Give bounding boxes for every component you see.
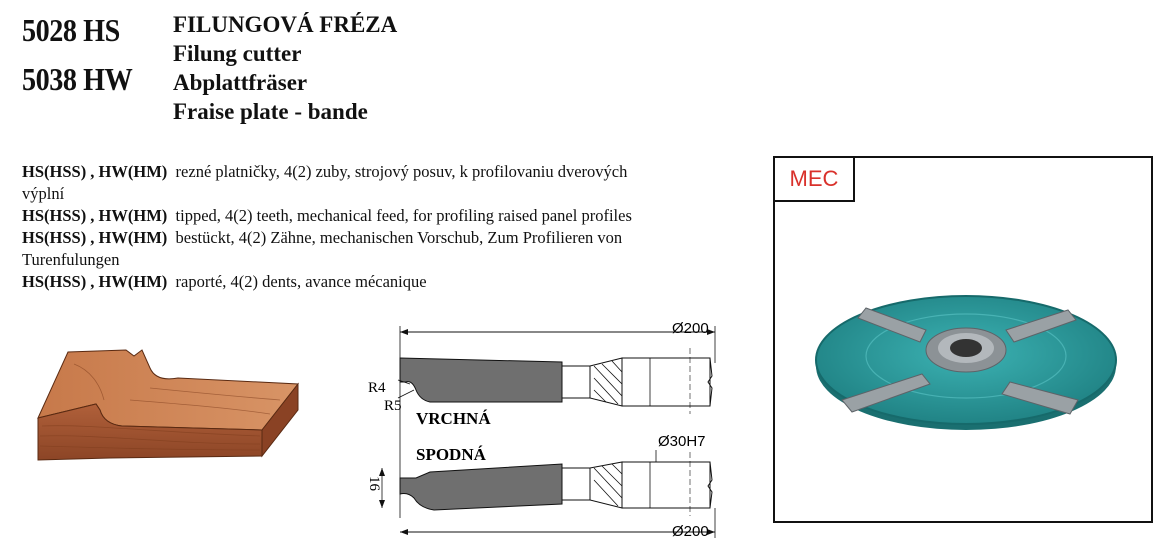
- product-titles: [173, 10, 397, 126]
- radius-a-label: R4: [368, 380, 386, 396]
- technical-drawing: [350, 318, 730, 543]
- diameter-top-label: Ø200: [672, 320, 709, 337]
- title-fr: Fraise plate - bande: [173, 99, 368, 124]
- bore-label: Ø30H7: [658, 433, 706, 450]
- description-continuation: výplní: [22, 184, 65, 203]
- description-text: tipped, 4(2) teeth, mechanical feed, for profiling raised panel profiles: [175, 206, 632, 225]
- title-en: Filung cutter: [173, 41, 302, 66]
- brand-badge: [775, 158, 855, 202]
- description-prefix: HS(HSS) , HW(HM): [22, 206, 168, 225]
- description-text: raporté, 4(2) dents, avance mécanique: [175, 272, 427, 291]
- diameter-bottom-label: Ø200: [672, 523, 709, 540]
- bottom-cutter-label: SPODNÁ: [416, 445, 486, 464]
- radius-b-label: R5: [384, 398, 402, 414]
- product-code-hs: 5028 HS: [22, 12, 120, 48]
- bore-hole: [950, 339, 982, 357]
- description-en: [22, 205, 762, 227]
- height-label: 16: [366, 476, 382, 491]
- description-text: rezné platničky, 4(2) zuby, strojový posuv, k profilovaniu dverových: [175, 162, 628, 181]
- description-prefix: HS(HSS) , HW(HM): [22, 272, 168, 291]
- arrow-icon: [400, 329, 408, 335]
- cutter-photo: [806, 290, 1126, 440]
- description-fr: [22, 271, 762, 293]
- description-block: [22, 161, 762, 293]
- description-continuation: Turenfulungen: [22, 250, 120, 269]
- product-code-hw: 5038 HW: [22, 61, 133, 97]
- description-de: [22, 227, 762, 271]
- description-sk: [22, 161, 762, 205]
- top-cutter-label: VRCHNÁ: [416, 409, 491, 428]
- description-prefix: HS(HSS) , HW(HM): [22, 162, 168, 181]
- wood-profile-illustration: [30, 340, 310, 470]
- description-text: bestückt, 4(2) Zähne, mechanischen Vorschub, Zum Profilieren von: [175, 228, 623, 247]
- description-prefix: HS(HSS) , HW(HM): [22, 228, 168, 247]
- brand-label: MEC: [789, 166, 839, 191]
- title-de: Abplattfräser: [173, 70, 308, 95]
- lower-cutter-profile: [400, 464, 562, 510]
- upper-cutter-profile: [400, 358, 562, 402]
- title-sk: FILUNGOVÁ FRÉZA: [173, 12, 398, 37]
